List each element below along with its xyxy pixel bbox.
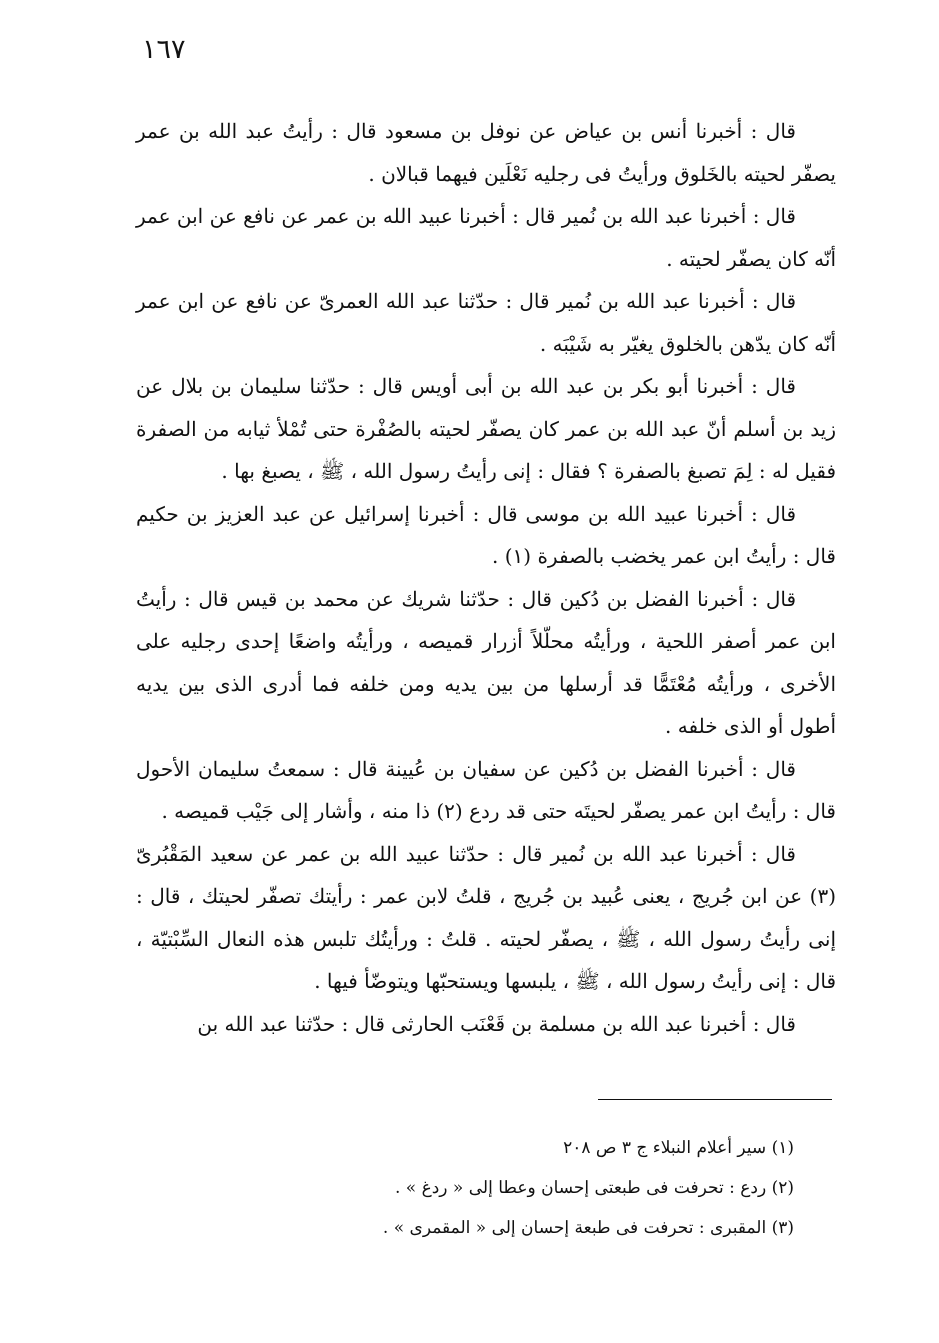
footnote: (١) سير أعلام النبلاء ج ٣ ص ٢٠٨ (563, 1138, 794, 1158)
footnote: (٢) ردع : تحرفت فى طبعتى إحسان وعطا إلى « ردغ » . (394, 1178, 794, 1198)
paragraph: قال : أخبرنا عبد الله بن نُمير قال : حدّثنا عبيد الله بن عمر عن سعيد المَقْبُرىّ (٣) عن ابن جُريج ، يعنى عُبيد بن جُريج ، قلتُ لابن عمر : رأيتك تصفّر لحيتك ، قال : إنى رأيتُ رسول الله ، ﷺ ، يصفّر لحيته . قلتُ : ورأيتُك تلبس هذه النعال السِّبْتيّة ، قال : إنى رأيتُ رسول الله ، ﷺ ، يلبسها ويستحبّها ويتوضّأ فيها . (136, 841, 836, 993)
paragraph: قال : أخبرنا أبو بكر بن عبد الله بن أبى أويس قال : حدّثنا سليمان بن بلال عن زيد بن أسلم أنّ عبد الله بن عمر كان يصفّر لحيته بالصُفْرة حتى تُمْلأ ثيابه من الصفرة فقيل له : لِمَ تصبغ بالصفرة ؟ فقال : إنى رأيتُ رسول الله ، ﷺ ، يصبغ بها . (136, 374, 836, 483)
paragraph: قال : أخبرنا أنس بن عياض عن نوفل بن مسعود قال : رأيتُ عبد الله بن عمر يصفّر لحيته بالخَلوق ورأيتُ فى رجليه نَعْلَين فيهما قبالان . (136, 119, 836, 186)
paragraph: قال : أخبرنا الفضل بن دُكين قال : حدّثنا شريك عن محمد بن قيس قال : رأيتُ ابن عمر أصفر اللحية ، ورأيتُه محلّلاً أزرار قميصه ، ورأيتُه واضعًا إحدى رجليه على الأخرى ، ورأيتُه مُعْتَمًّا قد أرسلها من بين يديه ومن خلفه فما أدرى الذى بين يديه أطول أو الذى خلفه . (136, 586, 836, 738)
paragraph: قال : أخبرنا عبد الله بن نُمير قال : أخبرنا عبيد الله بن عمر عن نافع عن ابن عمر أنّه كان يصفّر لحيته . (136, 204, 836, 271)
footnote: (٣) المقبرى : تحرفت فى طبعة إحسان إلى « المقمرى » . (382, 1218, 794, 1238)
footnote-divider (598, 1099, 832, 1100)
footnotes (136, 1128, 794, 1248)
paragraph: قال : أخبرنا الفضل بن دُكين عن سفيان بن عُيينة قال : سمعتُ سليمان الأحول قال : رأيتُ ابن عمر يصفّر لحيتَه حتى قد ردع (٢) ذا منه ، وأشار إلى جَيْب قميصه . (136, 756, 836, 823)
paragraph: قال : أخبرنا عبيد الله بن موسى قال : أخبرنا إسرائيل عن عبد العزيز بن حكيم قال : رأيتُ ابن عمر يخضب بالصفرة (١) . (136, 501, 836, 568)
paragraph: قال : أخبرنا عبد الله بن مسلمة بن قَعْنَب الحارثى قال : حدّثنا عبد الله بن (197, 1011, 796, 1036)
page-number: ١٦٧ (142, 34, 186, 65)
paragraph: قال : أخبرنا عبد الله بن نُمير قال : حدّثنا عبد الله العمرىّ عن نافع عن ابن عمر أنّه كان يدّهن بالخلوق يغيّر به شَيْبَه . (136, 289, 836, 356)
main-text (136, 110, 836, 1045)
